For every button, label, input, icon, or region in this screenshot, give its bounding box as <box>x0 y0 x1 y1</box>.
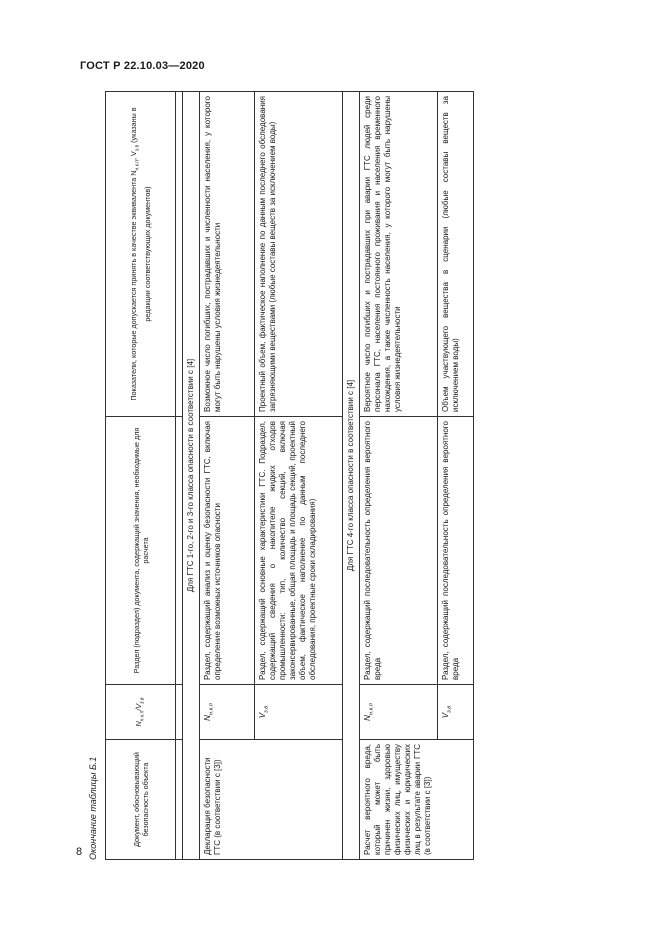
row2-symbol-sub: з.в <box>263 705 270 713</box>
col-header-indicators <box>106 92 176 417</box>
col-header-section: Раздел (подраздел) документа, содержащий значения, необходимые для расчета <box>106 417 176 685</box>
table-header-row <box>106 92 176 860</box>
col-symbol-n: N <box>133 721 143 727</box>
page-number: 8 <box>76 846 83 858</box>
row3-section: Раздел, содержащий последовательность определения вероятного вреда <box>360 417 438 685</box>
row3-symbol-sub: н.к.п <box>368 703 375 716</box>
row4-symbol-sub: з.в <box>446 705 453 713</box>
section-row-a <box>183 92 200 860</box>
col-header-doc: Документ, обосновывающий безопасность объекта <box>106 740 176 860</box>
row4-indicator: Объем участвующего вещества в сценарии (любые составы веществ за исключением воды) <box>438 92 474 417</box>
row1-symbol-sub: н.к.п <box>208 703 215 716</box>
col-indicators-post: (указаны в редакции соответствующих документов) <box>129 107 152 322</box>
row2-indicator: Проектный объем, фактическое наполнение по данным последнего обследования загрязняющими веществами (любые составы веществ за исключением воды) <box>255 92 343 417</box>
row2-symbol <box>255 685 343 740</box>
col-symbol-v: V <box>133 703 143 709</box>
col-indicators-sub: н.к.п <box>134 160 141 171</box>
spacer-row <box>176 92 183 860</box>
row1-indicator: Возможное число погибших, пострадавших и численности населения, у которого могут быть нарушены условия жизнедеятельности <box>200 92 255 417</box>
col-indicators-pre: Показатели, которые допускается принять в качестве эквивалента N <box>129 170 139 401</box>
row2-symbol-main: V <box>258 712 267 719</box>
standard-header: ГОСТ Р 22.10.03—2020 <box>80 60 205 72</box>
row1-symbol-main: N <box>203 715 212 721</box>
table-row <box>200 92 255 860</box>
table-row <box>360 92 438 860</box>
section-row-b <box>343 92 360 860</box>
col-indicators-mid: , V <box>129 151 139 161</box>
row1-section: Раздел, содержащий анализ и оценку безопасности ГТС, включая определение возможных источников опасности <box>200 417 255 685</box>
col-indicators-sub2: з.в <box>134 144 141 152</box>
row2-section: Раздел, содержащий основные характеристики ГТС. Подраздел, содержащий сведения о накопителе жидких отходов промышленности: тип, количество секций, включая законсервированные, общая площадь и площадь секций, проектный объем, фактическое наполнение по данным последнего обследования, проектные сроки складирования) <box>255 417 343 685</box>
row3-symbol-main: N <box>363 715 372 721</box>
rotated-table-block <box>87 92 460 860</box>
table-caption: Окончание таблицы Б.1 <box>88 756 98 860</box>
row3-doc: Расчет вероятного вреда, который может быть причинен жизни, здоровью физических лиц, имуществу физических и юридических лиц в результате аварии ГТС (в соответствии с [3]) <box>360 740 474 860</box>
col-symbol-n-sub: н.к.п <box>139 710 146 722</box>
row4-symbol <box>438 685 474 740</box>
section-b-label: Для ГТС 4-го класса опасности в соответствии с [4] <box>343 92 360 860</box>
table-b1 <box>105 91 474 860</box>
col-header-symbol: $N_{н.к.п}/V_{з.в}$ <box>106 685 176 740</box>
row1-symbol <box>200 685 255 740</box>
row3-symbol <box>360 685 438 740</box>
section-a-label: Для ГТС 1-го, 2-го и 3-го класса опасности в соответствии с [4] <box>183 92 200 860</box>
row3-indicator: Вероятное число погибших и пострадавших при аварии ГТС людей среди персонала ГТС, населения постоянного проживания и населения временного нахождения, а также численность населения, у которого могут быть нарушены условия жизнедеятельности <box>360 92 438 417</box>
row1-doc: Декларация безопасности ГТС (в соответствии с [3]) <box>200 740 343 860</box>
row4-symbol-main: V <box>441 712 450 719</box>
col-symbol-v-sub: з.в <box>139 697 146 704</box>
row4-section: Раздел, содержащий последовательность определения вероятного вреда <box>438 417 474 685</box>
